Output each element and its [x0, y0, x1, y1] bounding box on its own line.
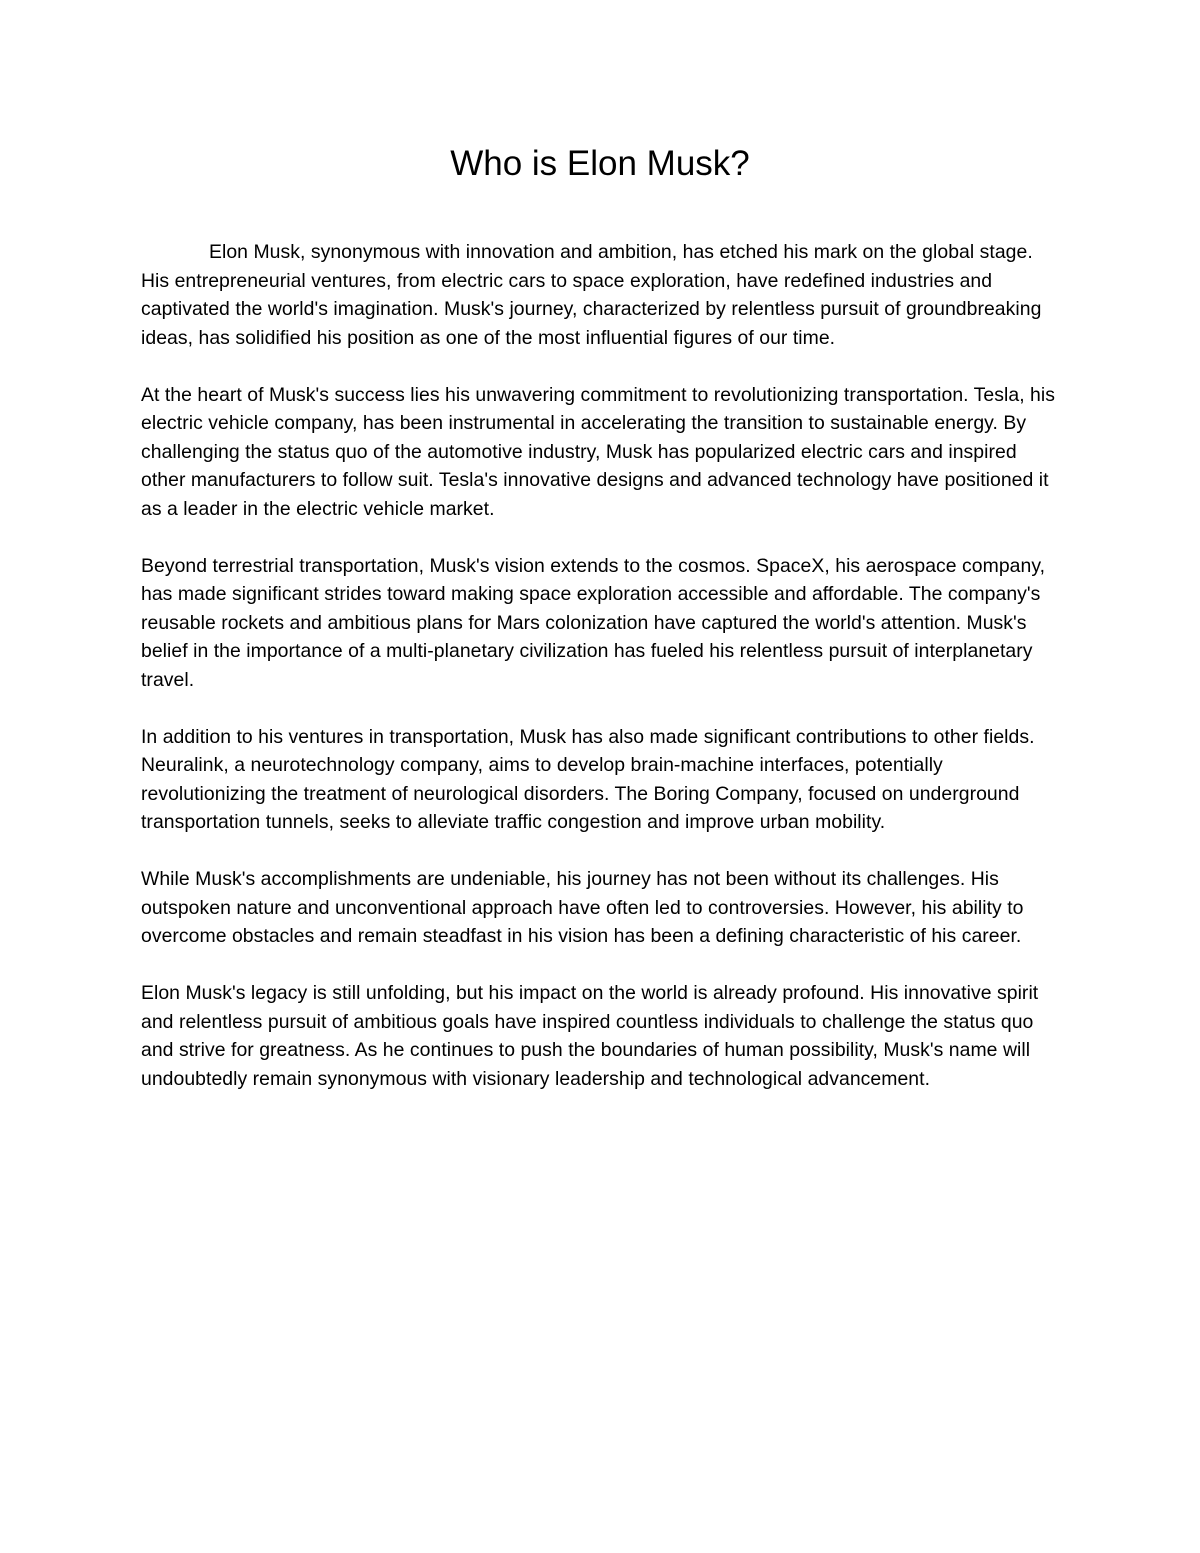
paragraph-other-ventures: In addition to his ventures in transportation, Musk has also made significant contributions to other fields. Neuralink, a neurotechnology company, aims to develop brain-machine interfaces, potentially revolutionizing the treatment of neurological disorders. The Boring Company, focused on underground transportation tunnels, seeks to alleviate traffic congestion and improve urban mobility.: [141, 725, 1035, 833]
paragraph-legacy: Elon Musk's legacy is still unfolding, but his impact on the world is already profound. His innovative spirit and relentless pursuit of ambitious goals have inspired countless individuals to challenge the status quo and strive for greatness. As he continues to push the boundaries of human possibility, Musk's name will undoubtedly remain synonymous with visionary leadership and technological advancement.: [141, 982, 1039, 1090]
paragraph-intro: Elon Musk, synonymous with innovation and ambition, has etched his mark on the global stage. His entrepreneurial ventures, from electric cars to space exploration, have redefined industries and captivated the world's imagination. Musk's journey, characterized by relentless pursuit of groundbreaking ideas, has solidified his position as one of the most influential figures of our time.: [141, 241, 1042, 349]
paragraph-transportation: At the heart of Musk's success lies his unwavering commitment to revolutionizing transportation. Tesla, his electric vehicle company, has been instrumental in accelerating the transition to sustainable energy. By challenging the status quo of the automotive industry, Musk has popularized electric cars and inspired other manufacturers to follow suit. Tesla's innovative designs and advanced technology have positioned it as a leader in the electric vehicle market.: [141, 383, 1055, 520]
document-title: Who is Elon Musk?: [450, 144, 750, 183]
document-body: [141, 238, 1066, 1122]
paragraph-challenges: While Musk's accomplishments are undeniable, his journey has not been without its challenges. His outspoken nature and unconventional approach have often led to controversies. However, his ability to overcome obstacles and remain steadfast in his vision has been a defining characteristic of his career.: [141, 868, 1024, 947]
paragraph-spacex: Beyond terrestrial transportation, Musk's vision extends to the cosmos. SpaceX, his aerospace company, has made significant strides toward making space exploration accessible and affordable. The company's reusable rockets and ambitious plans for Mars colonization have captured the world's attention. Musk's belief in the importance of a multi-planetary civilization has fueled his relentless pursuit of interplanetary travel.: [141, 554, 1046, 691]
